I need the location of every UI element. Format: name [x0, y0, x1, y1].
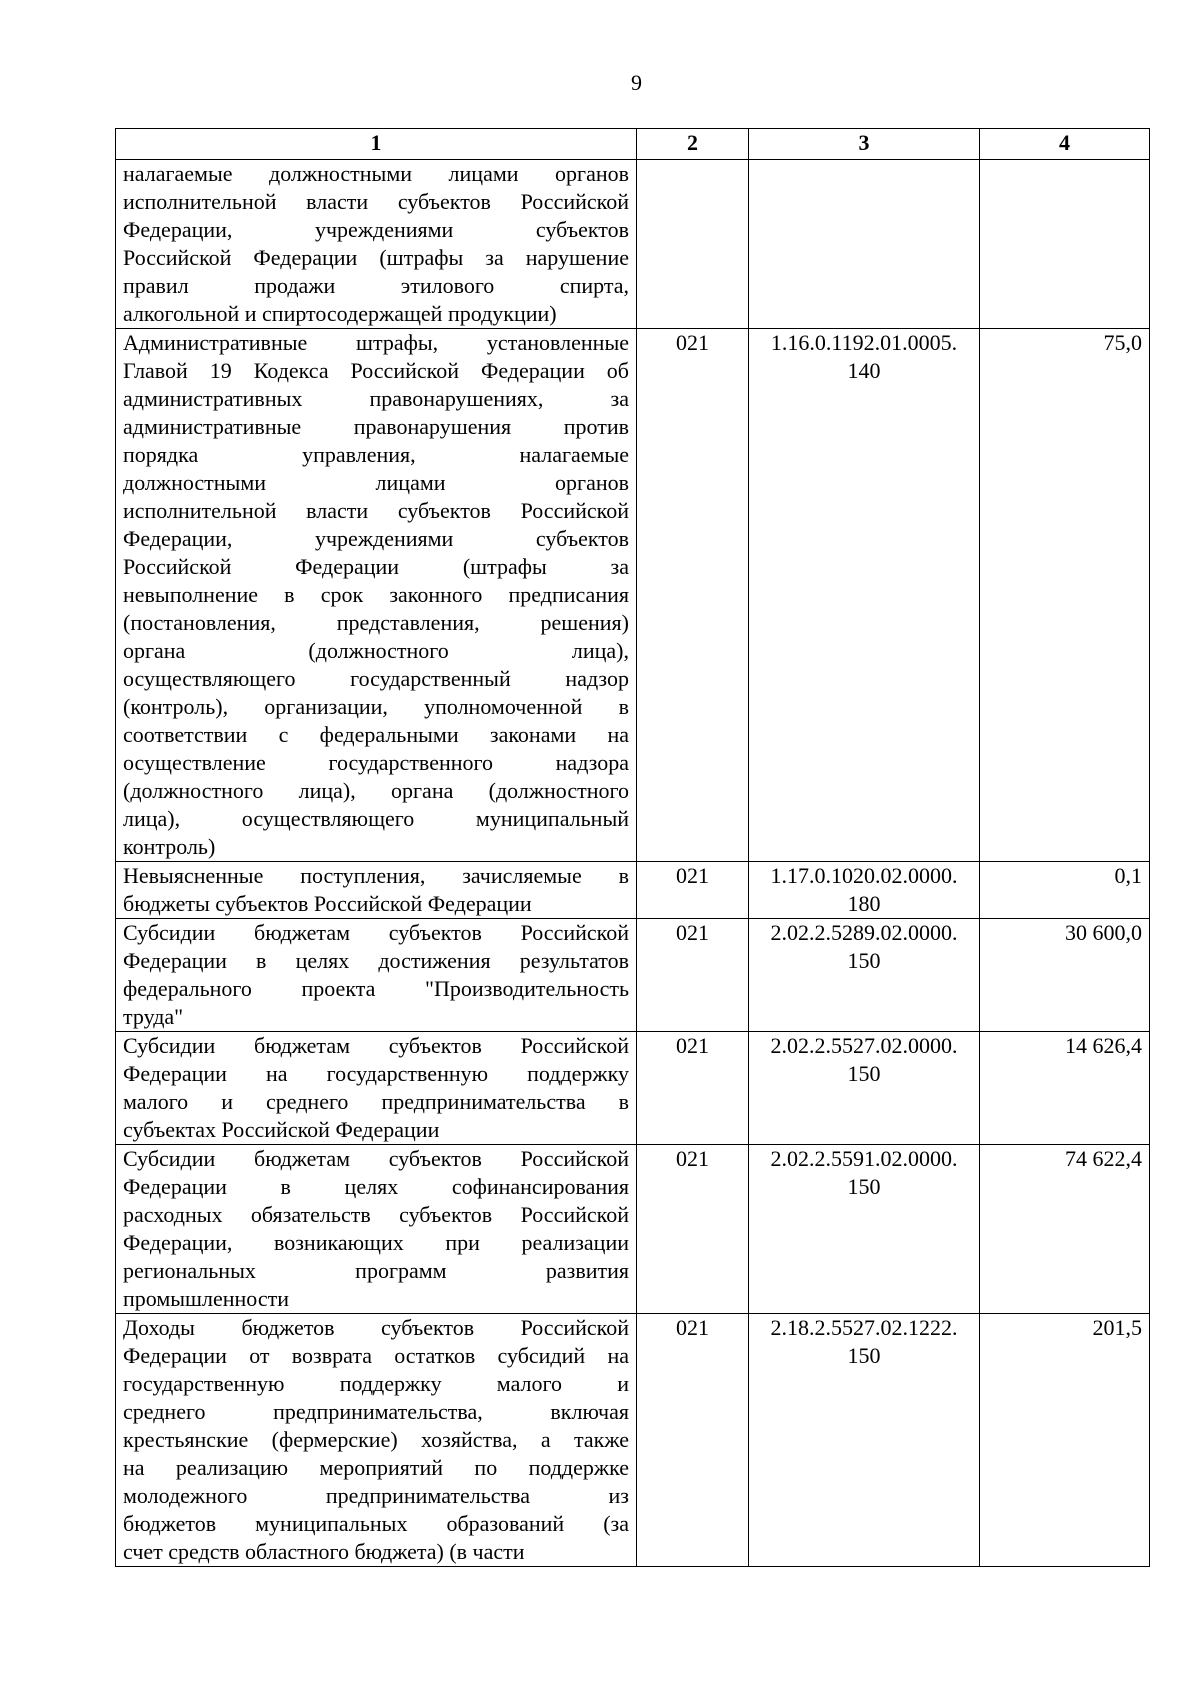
revenue-description — [116, 329, 637, 862]
revenue-description — [116, 1314, 637, 1567]
description-line: порядка управления, налагаемые — [123, 442, 629, 467]
description-line: Федерации на государственную поддержку — [123, 1061, 629, 1086]
description-line: административных правонарушениях, за — [123, 386, 629, 411]
revenue-table — [115, 128, 1150, 1567]
description-line: счет средств областного бюджета) (в части — [123, 1539, 525, 1564]
revenue-description — [116, 1032, 637, 1145]
amount: 74 622,4 — [980, 1145, 1150, 1314]
amount: 30 600,0 — [980, 919, 1150, 1032]
administrator-code — [637, 160, 749, 329]
code-line: 140 — [847, 358, 881, 383]
description-line: бюджетов муниципальных образований (за — [123, 1511, 629, 1536]
description-line: крестьянские (фермерские) хозяйства, а также — [123, 1427, 629, 1452]
amount: 75,0 — [980, 329, 1150, 862]
table-row — [116, 919, 1150, 1032]
table-row — [116, 862, 1150, 919]
description-line: Субсидии бюджетам субъектов Российской — [123, 920, 629, 945]
header-row — [116, 129, 1150, 160]
description-line: Российской Федерации (штрафы за нарушение — [123, 245, 629, 270]
table-row — [116, 1145, 1150, 1314]
description-line: расходных обязательств субъектов Российской — [123, 1202, 629, 1227]
description-line: Доходы бюджетов субъектов Российской — [123, 1315, 629, 1340]
description-line: невыполнение в срок законного предписания — [123, 582, 629, 607]
table-row — [116, 160, 1150, 329]
description-line: Федерации в целях достижения результатов — [123, 948, 629, 973]
amount: 201,5 — [980, 1314, 1150, 1567]
code-line: 2.02.2.5289.02.0000. — [770, 920, 958, 945]
administrator-code: 021 — [637, 862, 749, 919]
description-line: алкогольной и спиртосодержащей продукции) — [123, 301, 557, 326]
description-line: Федерации, учреждениями субъектов — [123, 217, 629, 242]
budget-classification-code — [749, 862, 980, 919]
code-line: 150 — [847, 1343, 881, 1368]
description-line: Невыясненные поступления, зачисляемые в — [123, 863, 629, 888]
code-line: 150 — [847, 948, 881, 973]
code-line: 150 — [847, 1174, 881, 1199]
budget-classification-code — [749, 1145, 980, 1314]
description-line: контроль) — [123, 834, 216, 859]
description-line: исполнительной власти субъектов Российской — [123, 189, 629, 214]
revenue-description — [116, 1145, 637, 1314]
description-line: должностными лицами органов — [123, 470, 629, 495]
amount — [980, 160, 1150, 329]
code-line: 180 — [847, 891, 881, 916]
description-line: на реализацию мероприятий по поддержке — [123, 1455, 629, 1480]
amount: 14 626,4 — [980, 1032, 1150, 1145]
description-line: промышленности — [123, 1286, 289, 1311]
description-line: Административные штрафы, установленные — [123, 330, 629, 355]
amount: 0,1 — [980, 862, 1150, 919]
revenue-description — [116, 160, 637, 329]
revenue-description — [116, 919, 637, 1032]
column-header-4: 4 — [980, 129, 1150, 160]
administrator-code: 021 — [637, 1314, 749, 1567]
revenue-description — [116, 862, 637, 919]
description-line: соответствии с федеральными законами на — [123, 722, 629, 747]
description-line: труда" — [123, 1004, 184, 1029]
description-line: (постановления, представления, решения) — [123, 610, 629, 635]
description-line: малого и среднего предпринимательства в — [123, 1089, 629, 1114]
description-line: осуществление государственного надзора — [123, 750, 629, 775]
description-line: молодежного предпринимательства из — [123, 1483, 629, 1508]
description-line: Главой 19 Кодекса Российской Федерации об — [123, 358, 629, 383]
budget-classification-code — [749, 919, 980, 1032]
administrator-code: 021 — [637, 1032, 749, 1145]
budget-classification-code — [749, 1314, 980, 1567]
administrator-code: 021 — [637, 329, 749, 862]
description-line: лица), осуществляющего муниципальный — [123, 806, 629, 831]
description-line: Субсидии бюджетам субъектов Российской — [123, 1146, 629, 1171]
description-line: Федерации, возникающих при реализации — [123, 1230, 629, 1255]
description-line: административные правонарушения против — [123, 414, 629, 439]
code-line: 150 — [847, 1061, 881, 1086]
code-line: 1.16.0.1192.01.0005. — [770, 330, 958, 355]
administrator-code: 021 — [637, 919, 749, 1032]
description-line: налагаемые должностными лицами органов — [123, 161, 629, 186]
description-line: Российской Федерации (штрафы за — [123, 554, 629, 579]
code-line: 1.17.0.1020.02.0000. — [770, 863, 958, 888]
page-number: 9 — [631, 70, 642, 95]
code-line: 2.02.2.5591.02.0000. — [770, 1146, 958, 1171]
column-header-3: 3 — [749, 129, 980, 160]
description-line: правил продажи этилового спирта, — [123, 273, 629, 298]
description-line: Федерации в целях софинансирования — [123, 1174, 629, 1199]
budget-classification-code — [749, 1032, 980, 1145]
table-row — [116, 1032, 1150, 1145]
description-line: субъектах Российской Федерации — [123, 1117, 440, 1142]
column-header-1: 1 — [116, 129, 637, 160]
table-row — [116, 329, 1150, 862]
description-line: исполнительной власти субъектов Российской — [123, 498, 629, 523]
budget-classification-code — [749, 329, 980, 862]
description-line: государственную поддержку малого и — [123, 1371, 629, 1396]
description-line: органа (должностного лица), — [123, 638, 629, 663]
description-line: Федерации от возврата остатков субсидий на — [123, 1343, 629, 1368]
code-line: 2.18.2.5527.02.1222. — [770, 1315, 958, 1340]
description-line: Федерации, учреждениями субъектов — [123, 526, 629, 551]
administrator-code: 021 — [637, 1145, 749, 1314]
description-line: (должностного лица), органа (должностного — [123, 778, 629, 803]
description-line: региональных программ развития — [123, 1258, 629, 1283]
description-line: бюджеты субъектов Российской Федерации — [123, 891, 532, 916]
description-line: среднего предпринимательства, включая — [123, 1399, 629, 1424]
description-line: федерального проекта "Производительность — [123, 976, 629, 1001]
table-row — [116, 1314, 1150, 1567]
description-line: осуществляющего государственный надзор — [123, 666, 629, 691]
column-header-2: 2 — [637, 129, 749, 160]
code-line: 2.02.2.5527.02.0000. — [770, 1033, 958, 1058]
description-line: Субсидии бюджетам субъектов Российской — [123, 1033, 629, 1058]
budget-classification-code — [749, 160, 980, 329]
description-line: (контроль), организации, уполномоченной в — [123, 694, 629, 719]
